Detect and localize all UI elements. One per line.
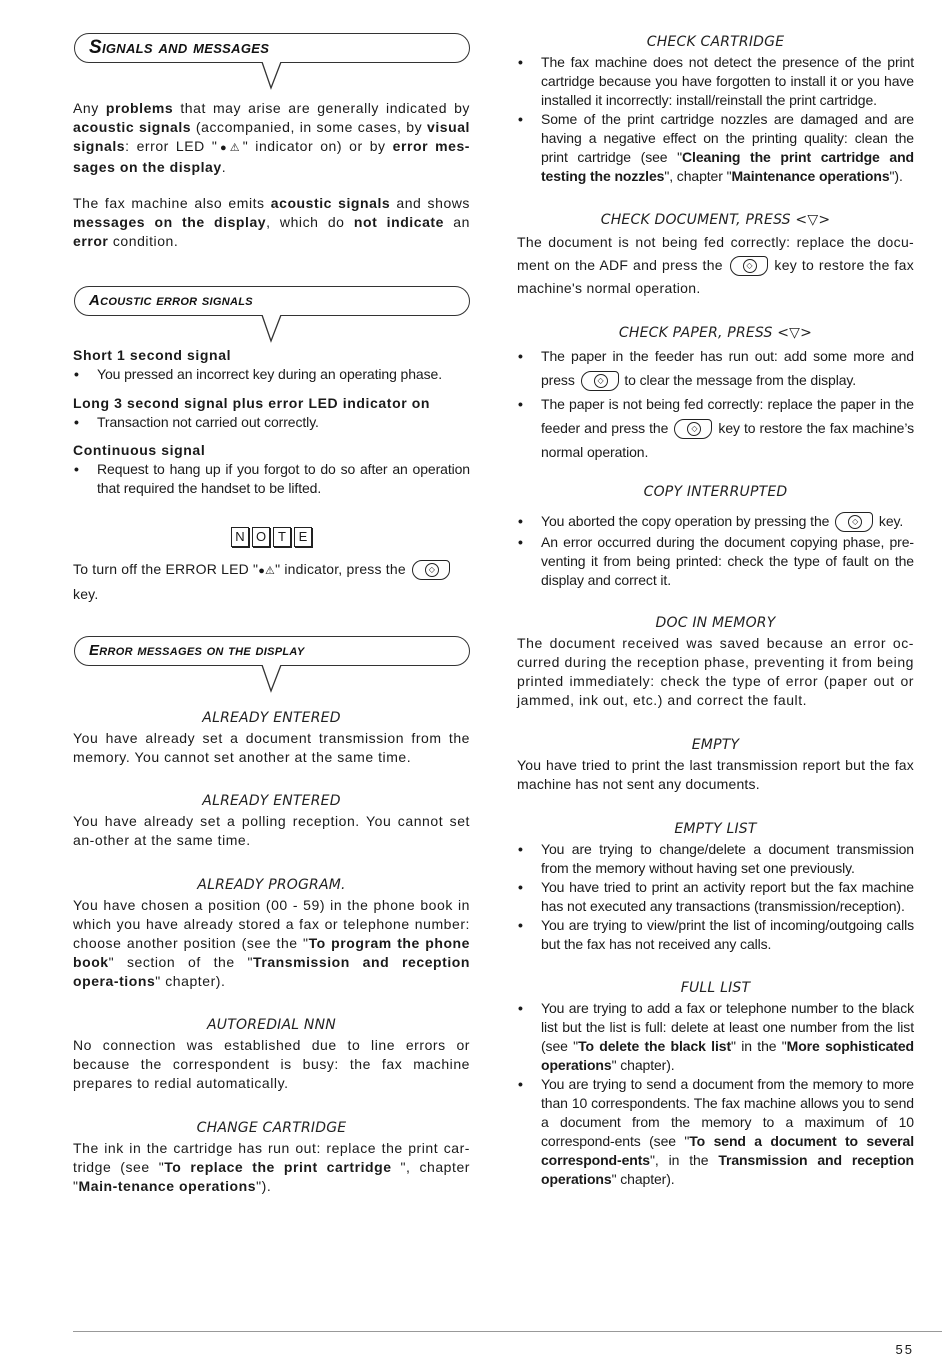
banner-tail-icon [261,315,283,343]
stop-key-icon: ◇ [674,419,712,439]
banner-tail-icon [261,62,283,90]
msg-title: CHECK DOCUMENT, PRESS <▽> [600,212,831,228]
section-title: Signals and messages [89,37,270,58]
msg-title: ALREADY PROGRAM. [197,877,346,893]
msg-check-cartridge [517,31,914,186]
banner-tail-icon [261,665,283,693]
msg-title: CHECK PAPER, PRESS <▽> [618,325,813,341]
msg-empty-list [517,818,914,954]
msg-bullet: • The fax machine does not detect the presence of the print cartridge because you have forgotten to install it or you have installed it incorrectly: install/reinstall the print cartridge. [517,53,914,110]
stop-key-icon: ◇ [581,371,619,391]
continuous-signal-item: • Request to hang up if you forgot to do so after an operation that required the handset to be lifted. [73,460,470,498]
continuous-signal-block [73,441,470,498]
msg-title: ALREADY ENTERED [202,793,341,809]
intro-paragraph-2: The fax machine also emits acoustic signals and shows messages on the display, which do not indicate an error condition. [73,195,470,249]
msg-text: You have already set a document transmission from the memory. You cannot set another at the same time. [73,730,470,765]
msg-doc-in-memory [517,612,914,710]
error-led-icon: ●⚠ [217,142,243,154]
msg-bullet: • You are trying to add a fax or telephone number to the black list but the list is full: delete at least one number from the list (see "To delete the black list" in the "More sophisticated operations" chapter). [517,999,914,1075]
msg-bullet: • You are trying to view/print the list of incoming/outgoing calls but the fax has not received any calls. [517,916,914,954]
note-letter: O [252,527,270,547]
note-text-c: key. [73,586,99,602]
msg-text: You have chosen a position (00 - 59) in the phone book in which you have already stored a fax or telephone number: choose another position (see the "To program the phone book" section of the "Transmission and reception opera-tions" chapter). [73,897,470,989]
short-signal-block [73,346,470,384]
intro-paragraph-1: Any problems that may arise are generally indicated by acoustic signals (accompanied, in some cases, by visual signals: error LED "●⚠" indicator on) or by error mes-sages on the display. [73,100,470,175]
msg-bullet [517,344,914,392]
error-messages-title: Error messages on the display [89,642,305,659]
msg-title: CHECK CARTRIDGE [646,34,785,50]
error-messages-banner [74,636,470,666]
acoustic-banner [74,286,470,316]
msg-bullet-b: key to restore the fax machine’s normal operation. [541,420,915,460]
msg-copy-interrupted [517,481,914,590]
msg-already-program [73,874,470,991]
note-letter: E [294,527,312,547]
long-signal-title: Long 3 second signal plus error LED indicator on [73,395,431,411]
msg-title: CHANGE CARTRIDGE [196,1120,347,1136]
msg-text: The ink in the cartridge has run out: replace the print car-tridge (see "To replace the print cartridge ", chapter "Main-tenance operations"). [73,1140,471,1194]
footer-rule [73,1331,942,1332]
msg-title: DOC IN MEMORY [655,615,776,631]
msg-check-paper [517,322,914,464]
msg-bullet: • You have tried to print an activity report but the fax machine has not executed any transactions (transmission/reception). [517,878,914,916]
msg-change-cartridge [73,1117,470,1196]
msg-autoredial [73,1014,470,1093]
msg-bullet: • You are trying to send a document from the memory to more than 10 correspondents. The fax machine allows you to send a document from the memory to a maximum of 10 correspond-ents (see "To send a document to several correspond-ents", in the Transmission and reception operations" chapter). [517,1075,914,1189]
long-signal-block [73,394,470,432]
msg-title: EMPTY LIST [674,821,757,837]
error-led-icon: ●⚠ [258,565,276,577]
msg-text-b: key to restore the fax machine's normal operation. [517,257,914,296]
stop-key-icon: ◇ [835,512,873,532]
msg-title: COPY INTERRUPTED [643,484,788,500]
note-text [73,558,470,606]
msg-full-list [517,977,914,1189]
msg-bullet-a: The paper is not being fed correctly: replace the paper in the feeder and press the [541,396,914,436]
msg-bullet-b: to clear the message from the display. [624,372,857,388]
note-letter: N [231,527,249,547]
msg-empty [517,734,914,794]
long-signal-item: • Transaction not carried out correctly. [73,413,470,432]
page-number: 55 [895,1342,914,1357]
msg-already-entered-2 [73,790,470,850]
note-text-b: " indicator, press the [275,561,406,577]
continuous-signal-title: Continuous signal [73,442,206,458]
msg-bullet: • Some of the print cartridge nozzles are damaged and are having a negative effect on the printing quality: clean the print cartridge (see "Cleaning the print cartridge and testing the nozzles", chapter "Maintenance operations"). [517,110,914,186]
msg-text: No connection was established due to line errors or because the correspondent is busy: the fax machine prepares to redial automatically. [73,1037,470,1091]
short-signal-title: Short 1 second signal [73,347,232,363]
msg-bullet: • An error occurred during the document copying phase, pre-venting it from being printed: check the type of fault on the display and correct it. [517,533,914,590]
msg-bullet [517,392,914,464]
msg-title: AUTOREDIAL NNN [207,1017,336,1033]
msg-text [517,231,914,300]
msg-title: FULL LIST [680,980,751,996]
msg-check-document [517,209,914,300]
msg-bullet: • You are trying to change/delete a document transmission from the memory without having set one previously. [517,840,914,878]
short-signal-item: • You pressed an incorrect key during an operating phase. [73,365,470,384]
msg-text: You have tried to print the last transmission report but the fax machine has not sent any documents. [517,757,914,792]
msg-text: The document received was saved because an error oc-curred during the reception phase, preventing it from being printed immediately: check the type of error (paper out or jammed, ink out, etc.) and correct the fault. [517,635,914,708]
msg-title: ALREADY ENTERED [202,710,341,726]
msg-bullet-a: The paper in the feeder has run out: add some more and press [541,348,914,388]
msg-bullet-a: You aborted the copy operation by pressing the [541,513,830,529]
stop-key-icon: ◇ [730,256,768,276]
msg-bullet-b: key. [878,513,904,529]
msg-title: EMPTY [691,737,740,753]
note-letter: T [273,527,291,547]
msg-bullet [517,509,914,533]
stop-key-icon: ◇ [412,560,450,580]
note-label [73,527,470,547]
msg-text-a: The document is not being fed correctly: replace the docu-ment on the ADF and press the [517,234,914,273]
section-banner [74,33,470,63]
acoustic-title: Acoustic error signals [89,292,253,309]
msg-already-entered-1 [73,707,470,767]
note-text-a: To turn off the ERROR LED " [73,561,259,577]
msg-text: You have already set a polling reception. You cannot set an-other at the same time. [73,813,470,848]
